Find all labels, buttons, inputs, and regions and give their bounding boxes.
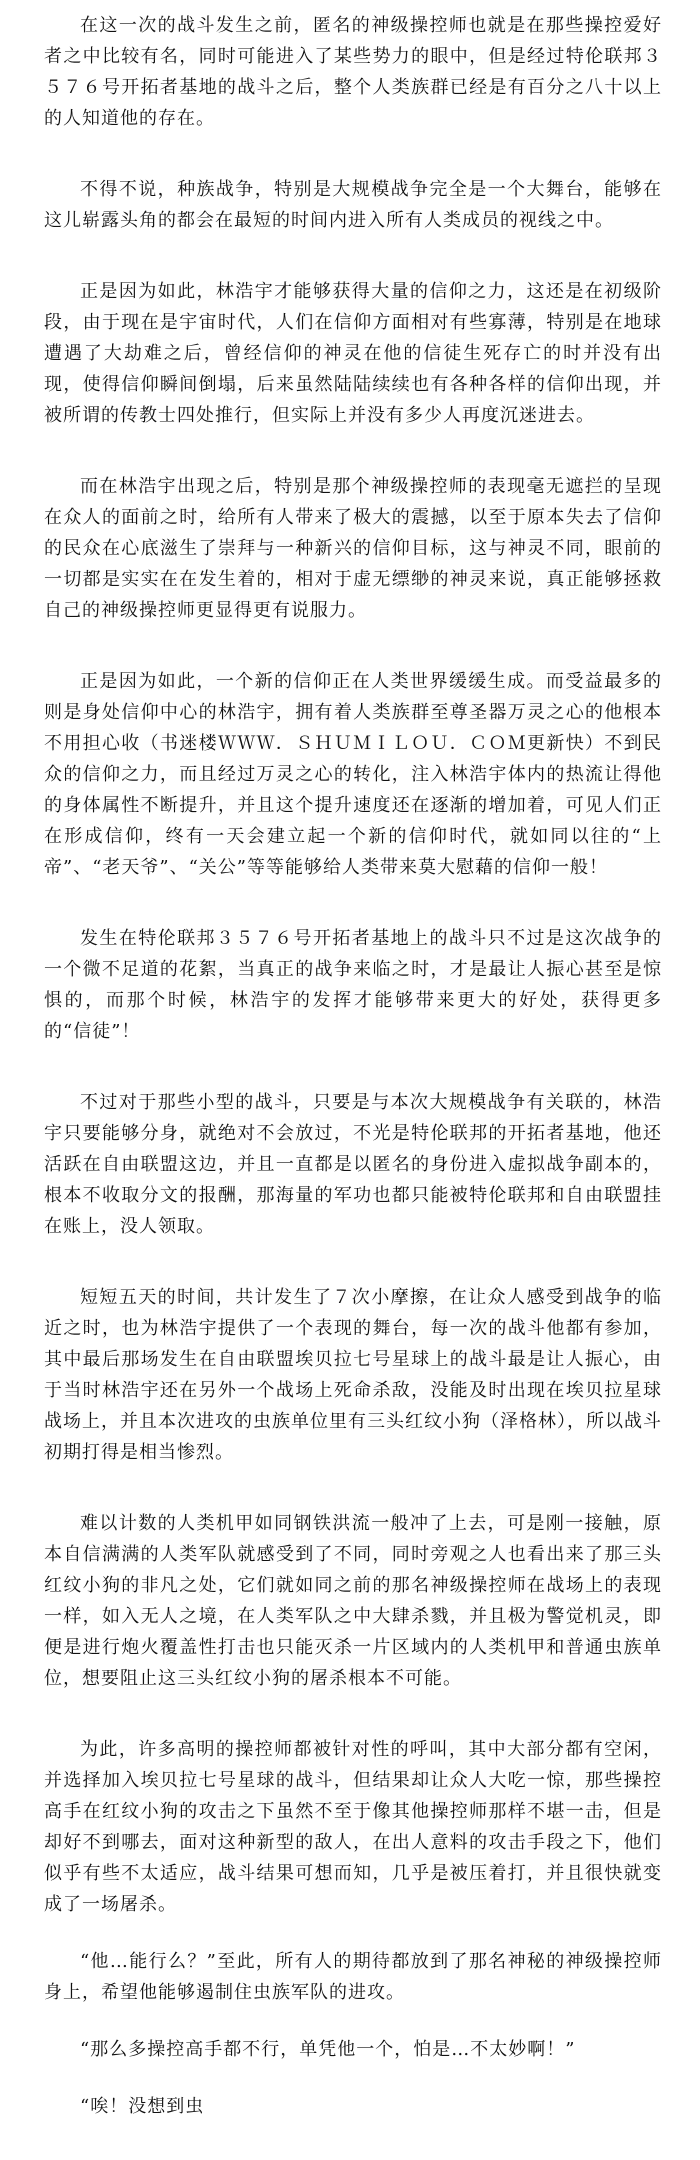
paragraph-3: 正是因为如此，林浩宇才能够获得大量的信仰之力，这还是在初级阶段，由于现在是宇宙时代，人们在信仰方面相对有些寡薄，特别是在地球遭遇了大劫难之后，曾经信仰的神灵在他的信徒生死存亡的时并没有出现，使得信仰瞬间倒塌，后来虽然陆陆续续也有各种各样的信仰出现，并被所谓的传教士四处推行，但实际上并没有多少人再度沉迷进去。 [44, 281, 662, 426]
paragraph-4: 而在林浩宇出现之后，特别是那个神级操控师的表现毫无遮拦的呈现在众人的面前之时，给所有人带来了极大的震撼，以至于原本失去了信仰的民众在心底滋生了崇拜与一种新兴的信仰目标，这与神灵不同，眼前的一切都是实实在在发生着的，相对于虚无缥缈的神灵来说，真正能够拯救自己的神级操控师更显得更有说服力。 [44, 476, 662, 621]
paragraph-6: 发生在特伦联邦３５７６号开拓者基地上的战斗只不过是这次战争的一个微不足道的花絮，当真正的战争来临之时，才是最让人振心甚至是惊惧的，而那个时候，林浩宇的发挥才能够带来更大的好处，获得更多的“信徒”！ [44, 928, 662, 1042]
paragraph-5: 正是因为如此，一个新的信仰正在人类世界缓缓生成。而受益最多的则是身处信仰中心的林浩宇，拥有着人类族群至尊圣器万灵之心的他根本不用担心收（书迷楼ＷＷＷ．ＳＨＵＭＩＬＯＵ．ＣＯＭ更新快）不到民众的信仰之力，而且经过万灵之心的转化，注入林浩宇体内的热流让得他的身体属性不断提升，并且这个提升速度还在逐渐的增加着，可见人们正在形成信仰，终有一天会建立起一个新的信仰时代，就如同以往的“上帝”、“老天爷”、“关公”等等能够给人类带来莫大慰藉的信仰一般！ [44, 671, 662, 878]
paragraph-7: 不过对于那些小型的战斗，只要是与本次大规模战争有关联的，林浩宇只要能够分身，就绝对不会放过，不光是特伦联邦的开拓者基地，他还活跃在自由联盟这边，并且一直都是以匿名的身份进入虚拟战争副本的，根本不收取分文的报酬，那海量的军功也都只能被特伦联邦和自由联盟挂在账上，没人领取。 [44, 1092, 662, 1237]
paragraph-9: 难以计数的人类机甲如同钢铁洪流一般冲了上去，可是刚一接触，原本自信满满的人类军队就感受到了不同，同时旁观之人也看出来了那三头红纹小狗的非凡之处，它们就如同之前的那名神级操控师在战场上的表现一样，如入无人之境，在人类军队之中大肆杀戮，并且极为警觉机灵，即便是进行炮火覆盖性打击也只能灭杀一片区域内的人类机甲和普通虫族单位，想要阻止这三头红纹小狗的屠杀根本不可能。 [44, 1513, 662, 1689]
paragraph-12: “那么多操控高手都不行，单凭他一个，怕是…不太妙啊！” [80, 2039, 576, 2060]
paragraph-10: 为此，许多高明的操控师都被针对性的呼叫，其中大部分都有空闲，并选择加入埃贝拉七号星球的战斗，但结果却让众人大吃一惊，那些操控高手在红纹小狗的攻击之下虽然不至于像其他操控师那样不堪一击，但是却好不到哪去，面对这种新型的敌人，在出人意料的攻击手段之下，他们似乎有些不太适应，战斗结果可想而知，几乎是被压着打，并且很快就变成了一场屠杀。 [44, 1739, 662, 1915]
paragraph-1: 在这一次的战斗发生之前，匿名的神级操控师也就是在那些操控爱好者之中比较有名，同时可能进入了某些势力的眼中，但是经过特伦联邦３５７６号开拓者基地的战斗之后，整个人类族群已经是有百分之八十以上的人知道他的存在。 [44, 15, 662, 129]
paragraph-8: 短短五天的时间，共计发生了７次小摩擦，在让众人感受到战争的临近之时，也为林浩宇提供了一个表现的舞台，每一次的战斗他都有参加，其中最后那场发生在自由联盟埃贝拉七号星球上的战斗最是让人振心，由于当时林浩宇还在另外一个战场上死命杀敌，没能及时出现在埃贝拉星球战场上，并且本次进攻的虫族单位里有三头红纹小狗（泽格林），所以战斗初期打得是相当惨烈。 [44, 1287, 662, 1463]
paragraph-11: “他…能行么？”至此，所有人的期待都放到了那名神秘的神级操控师身上，希望他能够遏制住虫族军队的进攻。 [44, 1951, 662, 2003]
paragraph-13: “唉！没想到虫 [80, 2096, 205, 2117]
paragraph-2: 不得不说，种族战争，特别是大规模战争完全是一个大舞台，能够在这儿崭露头角的都会在最短的时间内进入所有人类成员的视线之中。 [44, 179, 662, 231]
